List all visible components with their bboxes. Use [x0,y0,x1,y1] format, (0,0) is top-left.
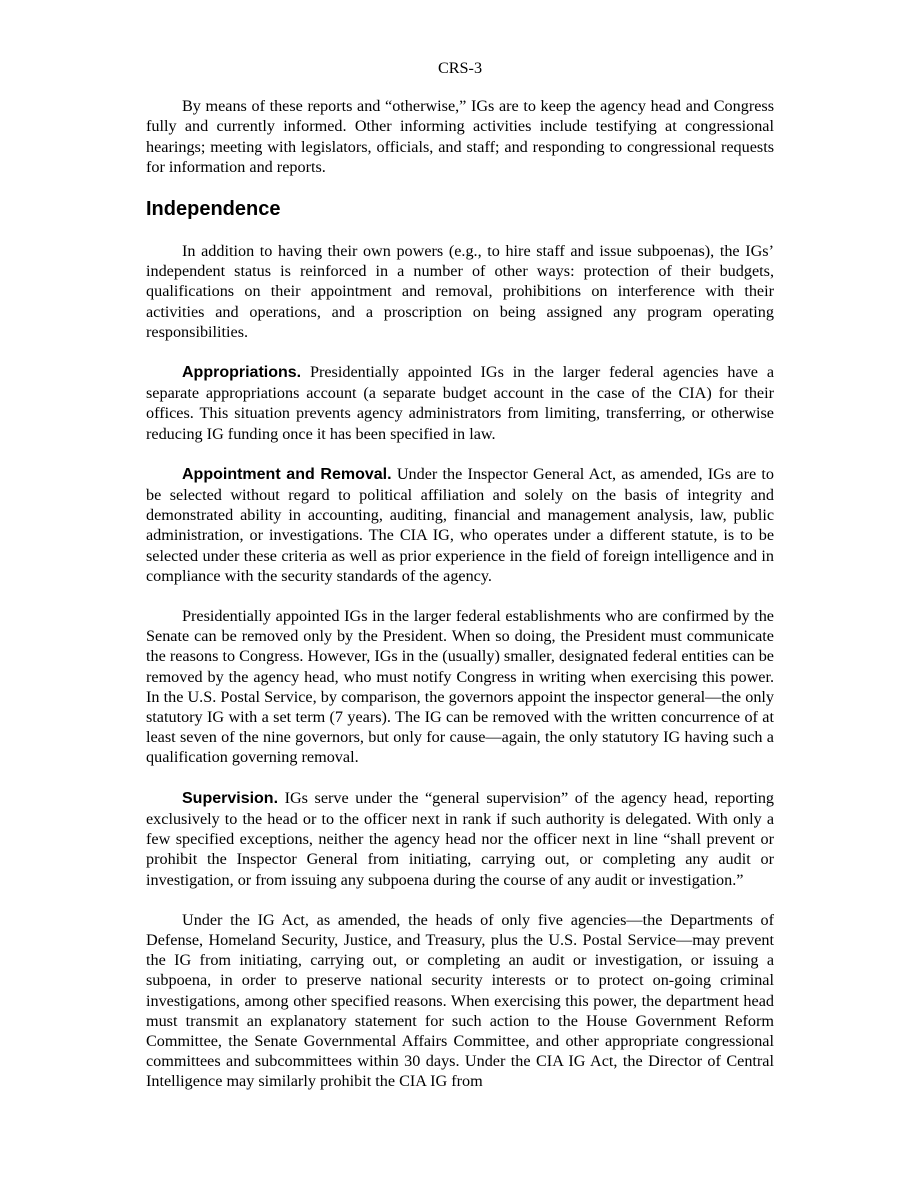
appropriations-paragraph [146,362,774,444]
independence-paragraph: In addition to having their own powers (e.g., to hire staff and issue subpoenas), the IGs’ independent status is reinforced in a number of other ways: protection of their budgets, qualifications on their appointment and removal, prohibitions on interference with their activities and operations, and a proscription on being assigned any program operating responsibilities. [146,242,774,341]
appointment-text: Under the Inspector General Act, as amended, IGs are to be selected without regard to political affiliation and solely on the basis of integrity and demonstrated ability in accounting, auditing, financial and management analysis, law, public administration, or investigations. The CIA IG, who operates under a different statute, is to be selected under these criteria as well as prior experience in the field of foreign intelligence and in compliance with the security standards of the agency. [146,464,775,585]
appointment-paragraph [146,464,774,586]
intro-paragraph: By means of these reports and “otherwise,” IGs are to keep the agency head and Congress fully and currently informed. Other informing activities include testifying at congressional hearings; meeting with legislators, officials, and staff; and responding to congressional requests for information and reports. [146,97,774,176]
document-page [146,58,774,1092]
removal-paragraph: Presidentially appointed IGs in the larger federal establishments who are confirmed by the Senate can be removed only by the President. When so doing, the President must communicate the reasons to Congress. However, IGs in the (usually) smaller, designated federal entities can be removed by the agency head, who must notify Congress in writing when exercising this power. In the U.S. Postal Service, by comparison, the governors appoint the inspector general—the only statutory IG with a set term (7 years). The IG can be removed with the written concurrence of at least seven of the nine governors, but only for cause—again, the only statutory IG having such a qualification governing removal. [146,607,774,767]
supervision-text: IGs serve under the “general supervision” of the agency head, reporting exclusively to the head or to the officer next in rank if such authority is delegated. With only a few specified exceptions, neither the agency head nor the officer next in line “shall prevent or prohibit the Inspector General from initiating, carrying out, or completing any audit or investigation, or from issuing any subpoena during the course of any audit or investigation.” [146,788,775,889]
appropriations-text: Presidentially appointed IGs in the larger federal agencies have a separate appropriations account (a separate budget account in the case of the CIA) for their offices. This situation prevents agency administrators from limiting, transferring, or otherwise reducing IG funding once it has been specified in law. [146,363,775,443]
supervision-paragraph [146,788,774,890]
appointment-heading: Appointment and Removal. [182,465,392,483]
appropriations-heading: Appropriations. [182,364,302,382]
section-heading-independence: Independence [146,198,281,221]
supervision-heading: Supervision. [182,789,279,807]
ig-act-paragraph: Under the IG Act, as amended, the heads of only five agencies—the Departments of Defense, Homeland Security, Justice, and Treasury, plus the U.S. Postal Service—may prevent the IG from initiating, carrying out, or completing an audit or investigation, or issuing a subpoena, in order to preserve national security interests or to protect on-going criminal investigations, among other specified reasons. When exercising this power, the department head must transmit an explanatory statement for such action to the House Government Reform Committee, the Senate Governmental Affairs Committee, and other appropriate congressional committees and subcommittees within 30 days. Under the CIA IG Act, the Director of Central Intelligence may similarly prohibit the CIA IG from [146,910,774,1091]
page-number: CRS-3 [437,59,483,77]
